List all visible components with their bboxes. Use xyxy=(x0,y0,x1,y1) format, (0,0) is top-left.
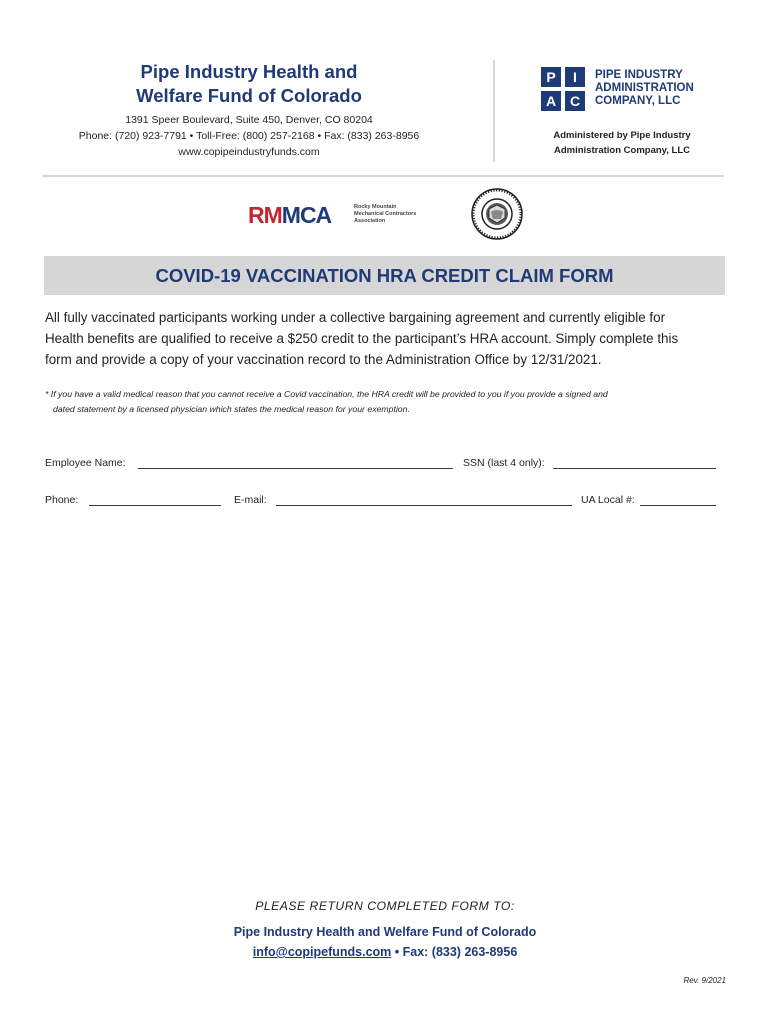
piac-name-line3: COMPANY, LLC xyxy=(595,95,681,107)
ua-local-field[interactable] xyxy=(640,493,716,506)
ua-local-label: UA Local #: xyxy=(581,494,635,506)
return-fund-name: Pipe Industry Health and Welfare Fund of Colorado xyxy=(233,925,537,939)
rmmca-logo xyxy=(248,200,424,230)
piac-company-name xyxy=(595,69,735,108)
piac-letter-c: C xyxy=(569,93,581,109)
employee-name-label: Employee Name: xyxy=(45,457,126,469)
return-email-link[interactable]: info@copipefunds.com xyxy=(252,945,392,959)
fund-phones: Phone: (720) 923-7791 • Toll-Free: (800) 257-2168 • Fax: (833) 263-8956 xyxy=(78,130,420,142)
header-divider-vertical xyxy=(493,60,495,162)
footnote-line2: dated statement by a licensed physician which states the medical reason for your exemption. xyxy=(53,404,410,414)
rmmca-sub-line2: Mechanical Contractors xyxy=(354,211,417,217)
rmmca-sub-line3: Association xyxy=(354,218,386,224)
intro-line2: Health benefits are qualified to receive a $250 credit to the participant’s HRA account. Simply complete this xyxy=(45,331,679,346)
title-bar xyxy=(44,256,725,295)
piac-letter-p: P xyxy=(546,69,556,85)
intro-paragraph xyxy=(45,307,730,370)
administered-by xyxy=(522,128,722,158)
intro-line3: form and provide a copy of your vaccination record to the Administration Office by 12/31/2021. xyxy=(45,352,602,367)
administered-by-line2: Administration Company, LLC xyxy=(554,145,690,156)
footnote-line1: * If you have a valid medical reason that you cannot receive a Covid vaccination, the HRA credit will be provided to you if you provide a signed and xyxy=(45,389,608,399)
phone-field[interactable] xyxy=(89,493,221,506)
piac-name-line1: PIPE INDUSTRY xyxy=(595,69,683,81)
intro-line1: All fully vaccinated participants working under a collective bargaining agreement and currently eligible for xyxy=(45,310,666,325)
header-divider-horizontal xyxy=(42,175,724,177)
administered-by-line1: Administered by Pipe Industry xyxy=(553,130,691,141)
rmmca-mark-red: RM xyxy=(248,202,282,228)
return-label: PLEASE RETURN COMPLETED FORM TO: xyxy=(255,899,515,913)
medical-exemption-footnote xyxy=(45,387,735,417)
rmmca-wordmark xyxy=(248,200,331,230)
rmmca-sub-line1: Rocky Mountain xyxy=(354,204,397,210)
rmmca-subtitle xyxy=(354,204,434,225)
email-field[interactable] xyxy=(276,493,572,506)
phone-label: Phone: xyxy=(45,494,79,506)
ssn-label: SSN (last 4 only): xyxy=(463,457,545,469)
return-fax: • Fax: (833) 263-8956 xyxy=(391,945,518,959)
ua-seal-icon xyxy=(471,188,523,240)
fund-name-line2: Welfare Fund of Colorado xyxy=(136,85,362,106)
fund-name xyxy=(60,60,438,108)
employee-name-field[interactable] xyxy=(138,456,453,469)
ssn-field[interactable] xyxy=(553,456,716,469)
fund-website: www.copipeindustryfunds.com xyxy=(178,146,320,158)
piac-logo xyxy=(541,67,585,111)
piac-letter-a: A xyxy=(545,93,557,109)
email-label: E-mail: xyxy=(234,494,267,506)
form-title: COVID-19 VACCINATION HRA CREDIT CLAIM FORM xyxy=(155,265,614,286)
revision-label: Rev. 9/2021 xyxy=(683,976,726,985)
rmmca-mark-blue: MCA xyxy=(281,202,332,228)
return-contact xyxy=(0,945,770,959)
piac-name-line2: ADMINISTRATION xyxy=(595,82,694,94)
fund-name-line1: Pipe Industry Health and xyxy=(140,61,358,82)
piac-letter-i: I xyxy=(573,69,577,85)
fund-address: 1391 Speer Boulevard, Suite 450, Denver, CO 80204 xyxy=(125,114,373,126)
